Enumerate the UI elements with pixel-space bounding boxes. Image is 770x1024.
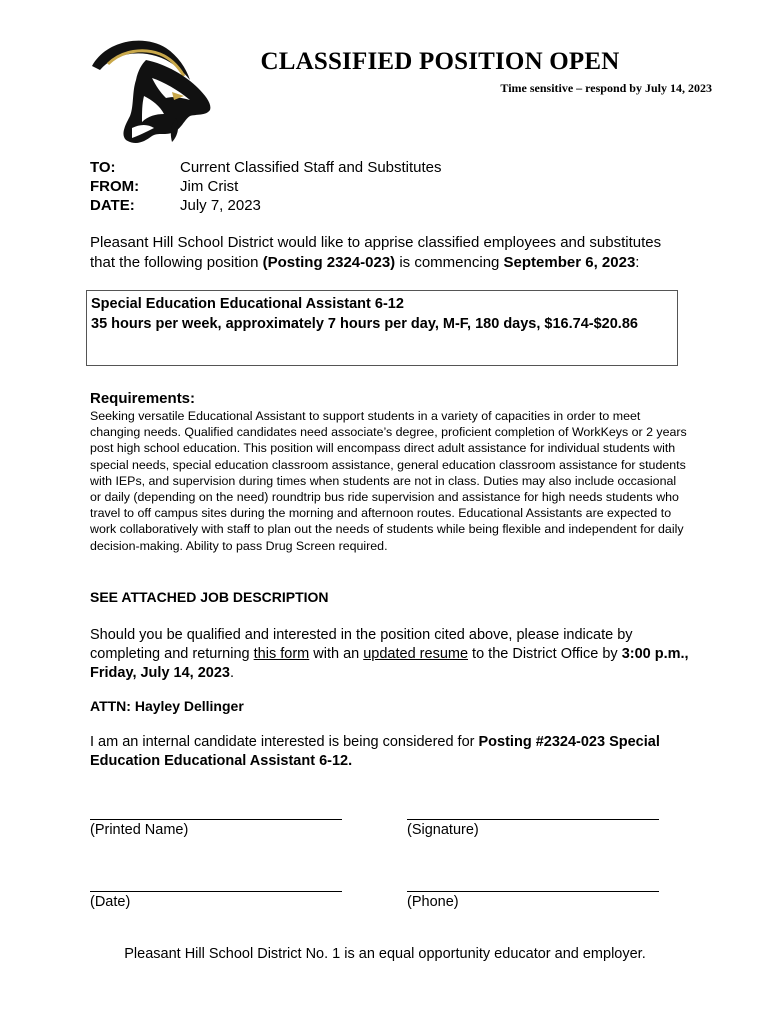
memo-from-value: Jim Crist [180, 178, 239, 195]
intro-text-3: : [635, 254, 640, 271]
phone-label: (Phone) [407, 894, 459, 910]
printed-name-line[interactable] [90, 819, 342, 820]
memo-date-value: July 7, 2023 [180, 197, 261, 214]
goat-logo [86, 36, 216, 148]
position-details: 35 hours per week, approximately 7 hours per day, M-F, 180 days, $16.74-$20.86 [91, 316, 638, 332]
memo-to-label: TO: [90, 159, 116, 176]
signature-line[interactable] [407, 819, 659, 820]
requirements-heading: Requirements: [90, 390, 196, 407]
memo-date-label: DATE: [90, 197, 135, 214]
internal-candidate-paragraph [90, 733, 690, 771]
page-subtitle: Time sensitive – respond by July 14, 2023 [500, 81, 712, 95]
phone-line[interactable] [407, 891, 659, 892]
position-box [86, 290, 678, 366]
intro-start-date: September 6, 2023 [503, 254, 636, 271]
qualified-paragraph [90, 626, 690, 683]
qualified-text-2: with an [309, 646, 364, 662]
footer-statement: Pleasant Hill School District No. 1 is an equal opportunity educator and employer. [124, 946, 646, 962]
qualified-text-1: Should you be qualified and interested in the position cited above, please indicate by completing and returning [90, 627, 633, 662]
page-title: CLASSIFIED POSITION OPEN [260, 48, 620, 75]
memo-to-row [90, 158, 442, 177]
qualified-text-3: to the District Office by [468, 646, 622, 662]
intro-text-1: Pleasant Hill School District would like to apprise classified employees and substitutes that the following position [90, 234, 662, 271]
attn-line: ATTN: Hayley Dellinger [90, 698, 244, 714]
printed-name-label: (Printed Name) [90, 822, 189, 838]
memo-date-row [90, 196, 442, 215]
memo-from-row [90, 177, 442, 196]
intro-paragraph [90, 233, 690, 273]
memo-to-value: Current Classified Staff and Substitutes [180, 159, 442, 176]
date-label: (Date) [90, 894, 131, 910]
deadline: 3:00 p.m., Friday, July 14, 2023 [90, 646, 689, 681]
position-title: Special Education Educational Assistant 6-12 [91, 296, 404, 312]
signature-label: (Signature) [407, 822, 479, 838]
qualified-text-4: . [229, 665, 235, 681]
internal-posting: Posting #2324-023 Special Education Educational Assistant 6-12. [90, 734, 660, 769]
memo-from-label: FROM: [90, 178, 140, 195]
intro-text-2: is commencing [395, 254, 504, 271]
requirements-text: Seeking versatile Educational Assistant to support students in a variety of capacities in order to meet changing needs. Qualified candidates need associate’s degree, proficient completion of WorkKeys or 2 years post high school education. This position will encompass direct adult assistance for individual students with special needs, special education classroom assistance, general education classroom assistance for students with IEPs, and supervision during times when students are not in class. Duties may also include occasional or daily (depending on the need) roundtrip bus ride supervision and assistance for high needs students who travel to off campus sites during the morning and afternoon routes. Educational Assistants are expected to work collaboratively with staff to plan out the needs of students while being flexible and independent for daily decision-making. Ability to pass Drug Screen required. [90, 409, 687, 553]
internal-text: I am an internal candidate interested is being considered for [90, 734, 479, 750]
see-attached-heading: SEE ATTACHED JOB DESCRIPTION [90, 589, 329, 605]
intro-posting: (Posting 2324-023) [262, 254, 396, 271]
date-line[interactable] [90, 891, 342, 892]
this-form-link[interactable]: this form [253, 646, 310, 662]
updated-resume-link[interactable]: updated resume [363, 646, 469, 662]
memo-header [90, 158, 442, 215]
